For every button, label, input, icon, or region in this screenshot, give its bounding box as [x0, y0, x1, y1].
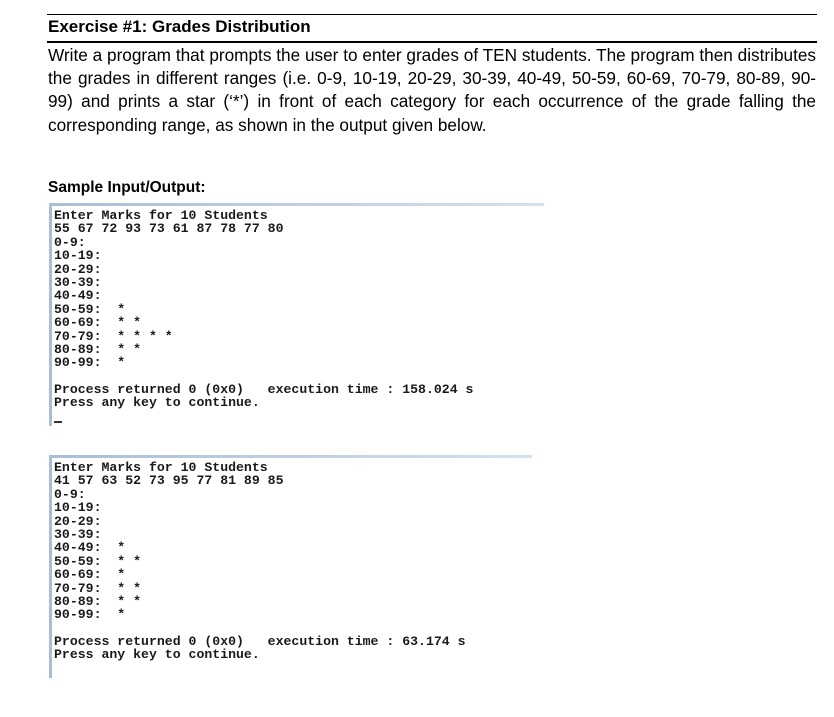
console-output-2: [49, 455, 532, 678]
console-line: Enter Marks for 10 Students: [54, 460, 268, 475]
console-line: Enter Marks for 10 Students: [54, 208, 268, 223]
console-line: 0-9:: [54, 234, 86, 250]
console-line: 70-79: * *: [54, 580, 142, 596]
console-line: Process returned 0 (0x0) execution time : 158.024 s: [54, 382, 474, 398]
text-cursor: [54, 421, 62, 423]
console-line: 10-19:: [54, 248, 102, 264]
console-line: Press any key to continue.: [54, 647, 260, 663]
console-line: [54, 370, 544, 383]
console-line: 10-19:: [54, 500, 102, 516]
sample-io-heading: Sample Input/Output:: [48, 179, 206, 196]
title-rule-bottom: [47, 41, 817, 43]
console-line: [54, 622, 532, 635]
console-line: Process returned 0 (0x0) execution time : 63.174 s: [54, 634, 466, 650]
exercise-description: Write a program that prompts the user to enter grades of TEN students. The program then distributes the grades in different ranges (i.e. 0-9, 10-19, 20-29, 30-39, 40-49, 50-59, 60-69, 70-79, 80-89, 90-99) and prints a star (‘*’) in front of each category for each occurrence of the grade falling the corresponding range, as shown in the output given below.: [48, 45, 816, 135]
console-line: 70-79: * * * *: [54, 328, 173, 344]
exercise-title: Exercise #1: Grades Distribution: [48, 17, 311, 36]
console-2-text: [52, 458, 532, 662]
console-line: 55 67 72 93 73 61 87 78 77 80: [54, 221, 284, 237]
console-1-text: [52, 206, 544, 423]
console-line: 90-99: *: [54, 607, 126, 623]
console-line: 0-9:: [54, 486, 86, 502]
console-2-top-border: [52, 455, 532, 458]
console-line: 30-39:: [54, 274, 102, 290]
console-line: 41 57 63 52 73 95 77 81 89 85: [54, 473, 284, 489]
console-1-top-border: [52, 203, 544, 206]
console-line: 80-89: * *: [54, 341, 142, 357]
console-line: 20-29:: [54, 513, 102, 529]
console-line: 90-99: *: [54, 355, 126, 371]
console-cursor-line: [54, 410, 544, 423]
console-line: 30-39:: [54, 526, 102, 542]
console-line: 60-69: * *: [54, 315, 142, 331]
console-line: 50-59: * *: [54, 553, 142, 569]
console-line: 60-69: *: [54, 567, 126, 583]
console-line: 20-29:: [54, 261, 102, 277]
console-line: 80-89: * *: [54, 593, 142, 609]
console-line: 40-49: *: [54, 540, 126, 556]
console-line: 40-49:: [54, 288, 102, 304]
console-output-1: [49, 203, 544, 426]
title-rule-top: [47, 14, 817, 15]
console-line: Press any key to continue.: [54, 395, 260, 411]
console-line: 50-59: *: [54, 301, 126, 317]
